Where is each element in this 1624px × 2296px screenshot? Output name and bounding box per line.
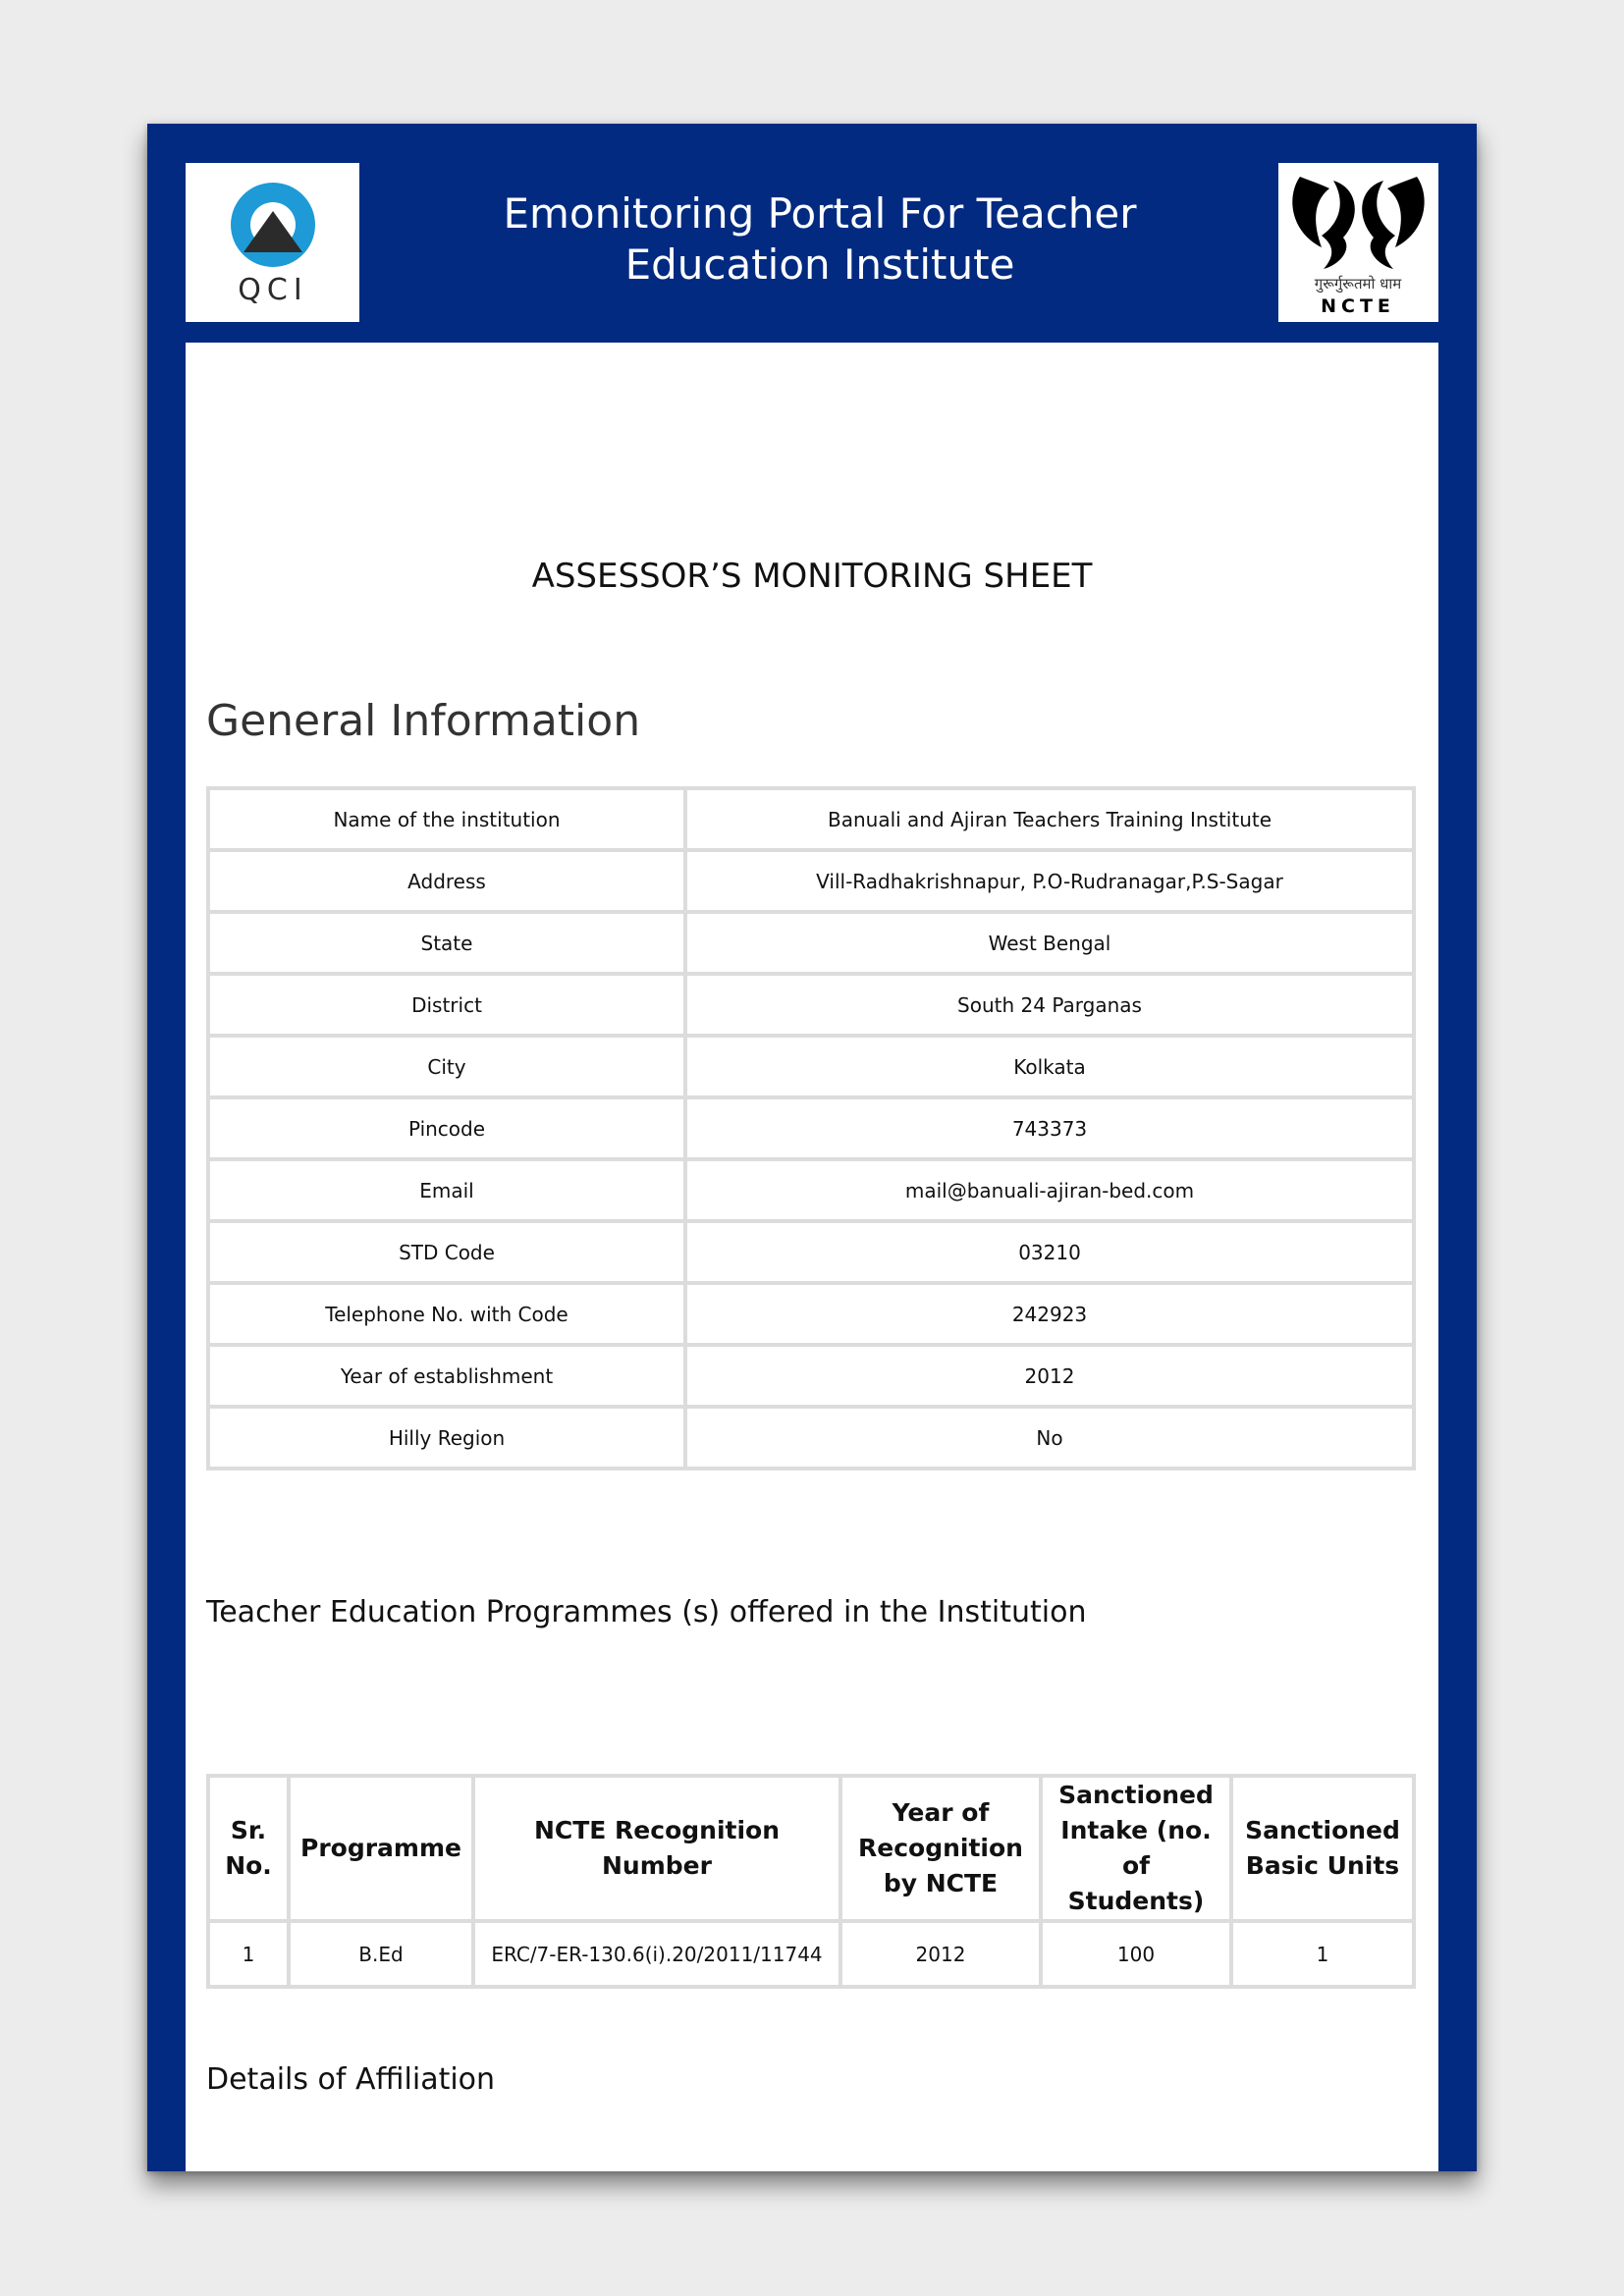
field-value: West Bengal <box>685 912 1414 974</box>
field-label: State <box>208 912 685 974</box>
field-label: Address <box>208 850 685 912</box>
table-row <box>208 850 1414 912</box>
table-cell: 2012 <box>840 1921 1041 1987</box>
field-value: 03210 <box>685 1221 1414 1283</box>
field-label: Email <box>208 1159 685 1221</box>
svg-text:गुरूर्गुरूतमो धाम: गुरूर्गुरूतमो धाम <box>1314 274 1402 293</box>
table-cell: 1 <box>208 1921 289 1987</box>
qci-logo-icon <box>204 174 342 311</box>
table-row <box>208 912 1414 974</box>
programmes-heading: Teacher Education Programmes (s) offered in the Institution <box>206 1595 1087 1629</box>
table-cell: 100 <box>1041 1921 1231 1987</box>
portal-title: Emonitoring Portal For Teacher Education Institute <box>503 189 1137 289</box>
column-header: Year of Recognition by NCTE <box>840 1776 1041 1921</box>
column-header: Sanctioned Basic Units <box>1231 1776 1414 1921</box>
column-header: Sr. No. <box>208 1776 289 1921</box>
field-label: Name of the institution <box>208 788 685 850</box>
page-frame <box>147 124 1477 2171</box>
qci-logo <box>186 163 359 322</box>
programmes-table <box>206 1774 1416 1989</box>
field-label: STD Code <box>208 1221 685 1283</box>
table-cell: B.Ed <box>289 1921 473 1987</box>
field-value: Banuali and Ajiran Teachers Training Institute <box>685 788 1414 850</box>
field-value: No <box>685 1407 1414 1468</box>
field-value: Kolkata <box>685 1036 1414 1097</box>
table-row <box>208 1345 1414 1407</box>
field-value: 242923 <box>685 1283 1414 1345</box>
field-value: Vill-Radhakrishnapur, P.O-Rudranagar,P.S-Sagar <box>685 850 1414 912</box>
table-row <box>208 1036 1414 1097</box>
general-information-heading: General Information <box>206 696 641 746</box>
field-label: Hilly Region <box>208 1407 685 1468</box>
table-row <box>208 788 1414 850</box>
table-row <box>208 1159 1414 1221</box>
field-label: City <box>208 1036 685 1097</box>
column-header: NCTE Recognition Number <box>473 1776 840 1921</box>
table-row <box>208 1921 1414 1987</box>
table-cell: 1 <box>1231 1921 1414 1987</box>
field-label: District <box>208 974 685 1036</box>
svg-text:NCTE: NCTE <box>1321 294 1395 317</box>
sheet-title: ASSESSOR’S MONITORING SHEET <box>531 557 1093 596</box>
general-information-table <box>206 786 1416 1470</box>
affiliation-heading: Details of Affiliation <box>206 2062 496 2097</box>
table-row <box>208 1097 1414 1159</box>
sheet-content <box>186 343 1438 2171</box>
table-header-row <box>208 1776 1414 1921</box>
table-cell: ERC/7-ER-130.6(i).20/2011/11744 <box>473 1921 840 1987</box>
field-value: 2012 <box>685 1345 1414 1407</box>
field-label: Pincode <box>208 1097 685 1159</box>
table-row <box>208 1283 1414 1345</box>
table-row <box>208 974 1414 1036</box>
table-row <box>208 1407 1414 1468</box>
field-value: South 24 Parganas <box>685 974 1414 1036</box>
column-header: Programme <box>289 1776 473 1921</box>
field-label: Telephone No. with Code <box>208 1283 685 1345</box>
ncte-logo-icon <box>1282 167 1435 319</box>
table-row <box>208 1221 1414 1283</box>
field-label: Year of establishment <box>208 1345 685 1407</box>
field-value: mail@banuali-ajiran-bed.com <box>685 1159 1414 1221</box>
field-value: 743373 <box>685 1097 1414 1159</box>
ncte-logo <box>1278 163 1438 322</box>
column-header: Sanctioned Intake (no. of Students) <box>1041 1776 1231 1921</box>
svg-text:QCI: QCI <box>237 273 308 307</box>
